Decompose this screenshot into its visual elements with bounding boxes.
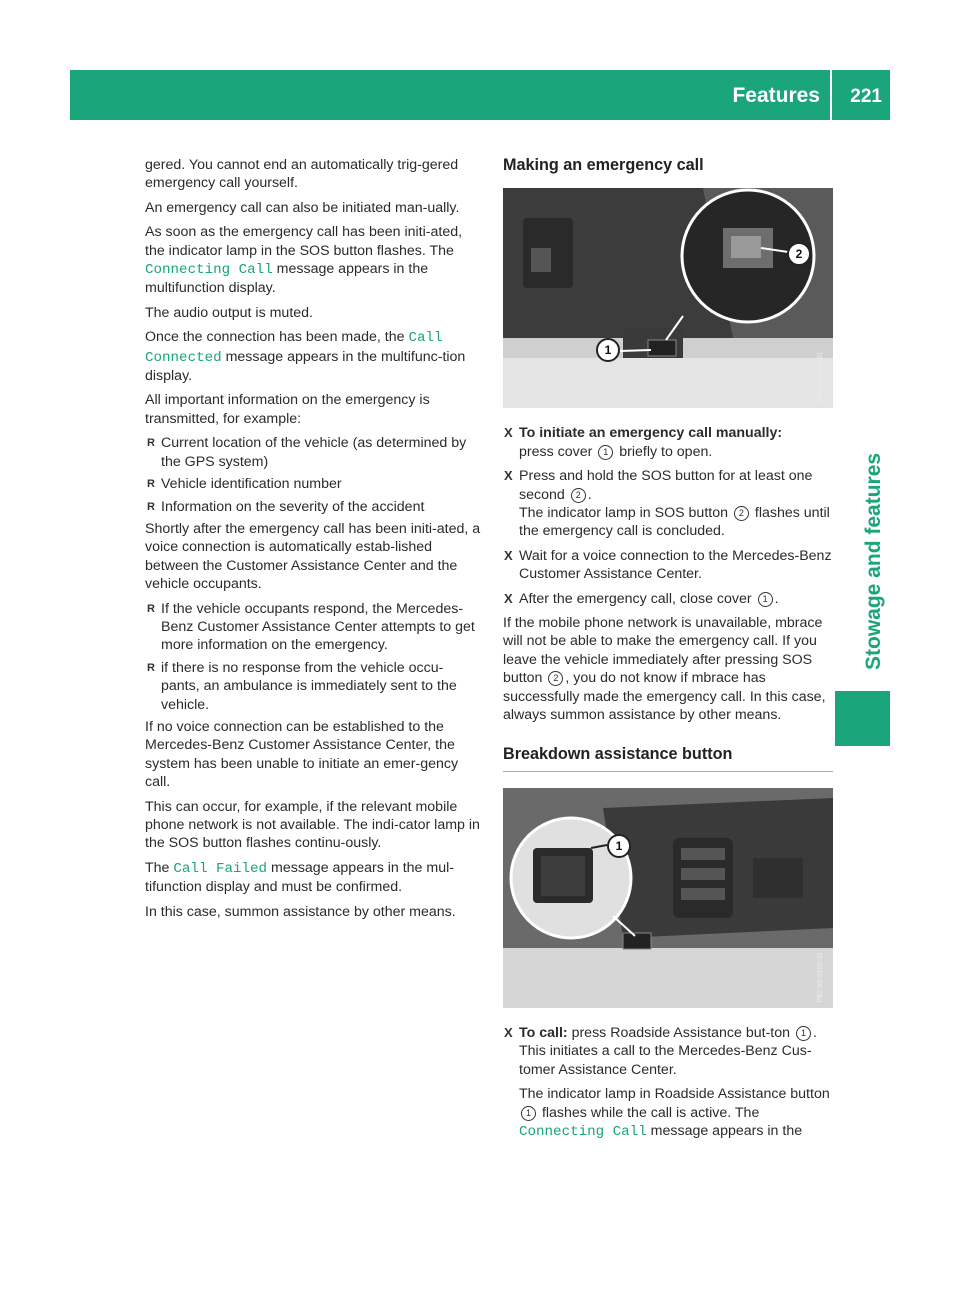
left-column	[145, 156, 481, 927]
list-item: R If the vehicle occupants respond, the Mercedes-Benz Customer Assistance Center attempts to get more information on the emergency.	[145, 600, 481, 655]
sos-photo-illustration	[503, 188, 833, 408]
roadside-button-photo	[503, 788, 833, 1008]
paragraph: The indicator lamp in Roadside Assistance button 1 flashes while the call is active. The Connecting Call message appears in the	[519, 1086, 830, 1140]
section-title: Features	[732, 84, 820, 107]
instruction-step: X Press and hold the SOS button for at least one second 2 . The indicator lamp in SOS button 2 flashes until the emergency call is concluded.	[503, 467, 833, 541]
paragraph: If no voice connection can be established to the Mercedes-Benz Customer Assistance Center, the system has been unable to initiate an emer-gency call.	[145, 718, 459, 791]
callout-ref: 1	[521, 1106, 536, 1121]
paragraph: gered. You cannot end an automatically trig-gered emergency call yourself.	[145, 157, 459, 192]
page-number: 221	[850, 86, 882, 107]
display-message: Connecting Call	[145, 262, 273, 279]
list-item: R if there is no response from the vehicle occu-pants, an ambulance is immediately sent to the vehicle.	[145, 659, 481, 714]
paragraph: Once the connection has been made, the Call Connected message appears in the multifunc-tion display.	[145, 329, 466, 385]
photo-reference-code: P82.95-3183-31	[816, 352, 824, 403]
callout-ref: 1	[758, 592, 773, 607]
paragraph: The audio output is muted.	[145, 304, 313, 321]
display-message: Call Connected	[145, 330, 443, 366]
list-item: R Vehicle identification number	[145, 475, 481, 493]
callout-1: 1	[596, 338, 620, 362]
callout-ref: 2	[734, 506, 749, 521]
callout-ref: 2	[548, 671, 563, 686]
paragraph: An emergency call can also be initiated man-ually.	[145, 199, 460, 216]
instruction-step: X Wait for a voice connection to the Mercedes-Benz Customer Assistance Center.	[503, 547, 833, 584]
list-item: R Current location of the vehicle (as determined by the GPS system)	[145, 434, 481, 471]
side-tab-label: Stowage and features	[862, 452, 885, 670]
instruction-step: X To call: press Roadside Assistance but-ton 1 . This initiates a call to the Mercedes-Benz Cus-tomer Assistance Center.	[503, 1024, 833, 1079]
callout-ref: 2	[571, 488, 586, 503]
paragraph: All important information on the emergency is transmitted, for example:	[145, 392, 430, 427]
callout-ref: 1	[598, 445, 613, 460]
photo-reference-code: P82.95-3182-31	[816, 951, 824, 1002]
callout-2: 2	[787, 242, 811, 266]
paragraph: The Call Failed message appears in the mul-tifunction display and must be confirmed.	[145, 859, 454, 896]
instruction-step: X To initiate an emergency call manually: press cover 1 briefly to open.	[503, 424, 833, 461]
heading-breakdown-assistance: Breakdown assistance button	[503, 745, 833, 772]
roadside-photo-illustration	[503, 788, 833, 1008]
callout-ref: 1	[796, 1026, 811, 1041]
side-tab-marker	[835, 691, 890, 746]
instruction-step: X After the emergency call, close cover 1 .	[503, 590, 833, 608]
header-separator	[830, 70, 832, 120]
list-item: R Information on the severity of the accident	[145, 498, 481, 516]
callout-1: 1	[607, 834, 631, 858]
paragraph: Shortly after the emergency call has been initi-ated, a voice connection is automatically estab-lished between the Customer Assistance Center and the vehicle occupants.	[145, 520, 481, 593]
paragraph: If the mobile phone network is unavailable, mbrace will not be able to make the emergency call. If you leave the vehicle immediately after pressing SOS button 2 , you do not know if mbrace has successfully made the emergency call. In this case, always summon assistance by other means.	[503, 615, 826, 724]
sos-button-photo	[503, 188, 833, 408]
paragraph: As soon as the emergency call has been initi-ated, the indicator lamp in the SOS button flashes. The Connecting Call message appears in the multifunction display.	[145, 224, 463, 297]
heading-emergency-call: Making an emergency call	[503, 156, 704, 174]
paragraph: This can occur, for example, if the relevant mobile phone network is not available. The indi-cator lamp in the SOS button flashes continu-ously.	[145, 798, 480, 852]
display-message: Call Failed	[173, 860, 268, 877]
page-header	[70, 70, 890, 120]
paragraph: In this case, summon assistance by other means.	[145, 903, 456, 920]
display-message: Connecting Call	[519, 1123, 647, 1140]
right-column	[503, 156, 833, 1147]
